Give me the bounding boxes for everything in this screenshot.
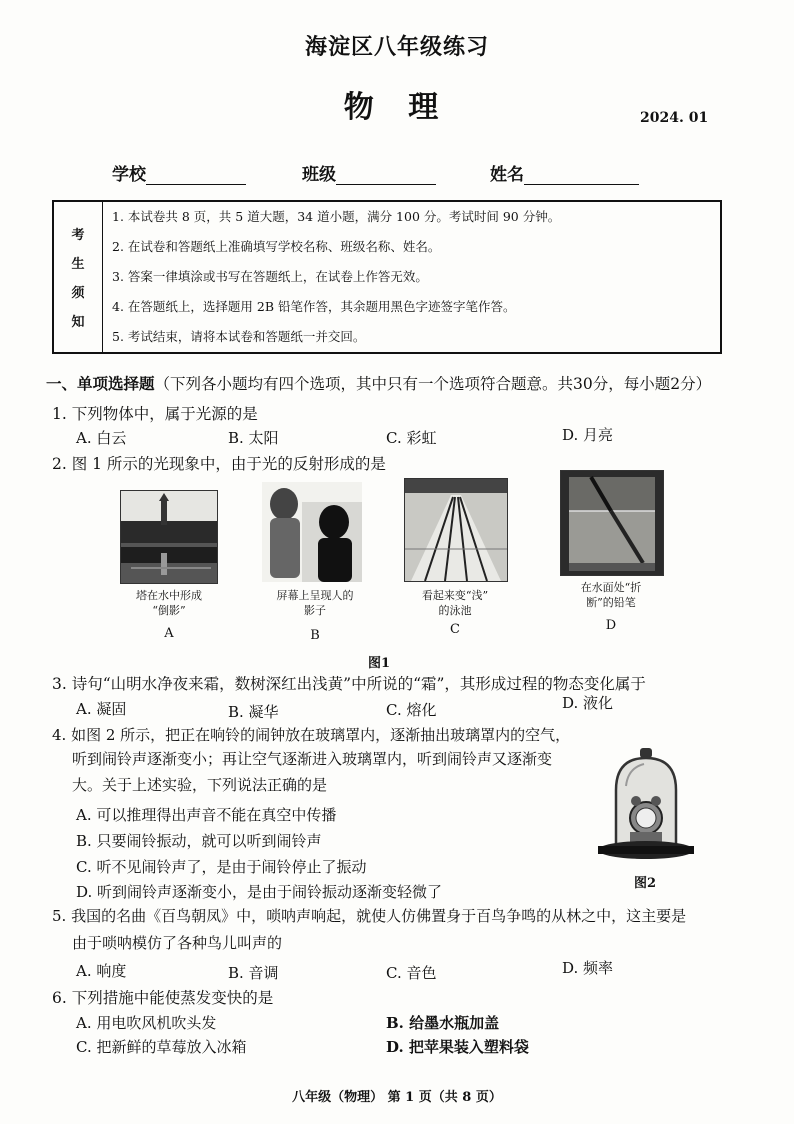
section-title: 一、单项选择题 [46,374,155,393]
figure-c-caption [400,588,510,618]
figure-b-caption [260,588,370,618]
figure-2-bell-jar [596,746,696,864]
q1-option-d[interactable]: D. 月亮 [562,426,614,444]
figure-b-caption-line: 屏幕上呈现人的 [276,589,354,602]
notice-item: 5. 考试结束，请将本试卷和答题纸一并交回。 [112,329,366,344]
q6-option-a[interactable]: A. 用电吹风机吹头发 [76,1014,217,1032]
figure-b-caption-line: 影子 [304,604,326,617]
section-desc: （下列各小题均有四个选项，其中只有一个选项符合题意。共30分，每小题2分） [154,375,712,393]
q4-stem-line: 4. 如图 2 所示，把正在响铃的闹钟放在玻璃罩内，逐渐抽出玻璃罩内的空气， [52,726,571,744]
page-footer: 八年级（物理） 第 1 页（共 8 页） [292,1090,502,1105]
notice-item: 4. 在答题纸上，选择题用 2B 铅笔作答，其余题用黑色字迹签字笔作答。 [112,299,516,314]
q1-option-b[interactable]: B. 太阳 [228,429,279,447]
q4-option-a[interactable]: A. 可以推理得出声音不能在真空中传播 [76,806,337,824]
figure-d-letter: D [605,618,617,633]
exam-title: 海淀区八年级练习 [304,34,489,60]
notice-label-char: 须 [71,286,85,301]
q5-option-d[interactable]: D. 频率 [562,959,614,977]
name-blank[interactable] [524,164,639,185]
q4-stem-line: 听到闹铃声逐渐变小；再让空气逐渐进入玻璃罩内，听到闹铃声又逐渐变 [72,750,553,768]
school-label: 学校 [112,165,146,185]
notice-label [54,202,103,352]
notice-items [102,202,720,352]
q1-option-c[interactable]: C. 彩虹 [386,429,437,447]
q6-option-b[interactable]: B. 给墨水瓶加盖 [386,1014,500,1032]
exam-notice-box [52,200,722,354]
q6-option-d[interactable]: D. 把苹果装入塑料袋 [386,1038,529,1056]
figure-a-caption-line: 塔在水中形成 [136,589,202,602]
section-heading [46,372,711,394]
class-label: 班级 [302,165,336,185]
q3-stem: 3. 诗句“山明水净夜来霜，数树深红出浅黄”中所说的“霜”，其形成过程的物态变化属于 [52,675,646,693]
q1-option-a[interactable]: A. 白云 [76,429,127,447]
figure-d-bent-pencil [560,470,664,576]
q3-option-b[interactable]: B. 凝华 [228,703,279,721]
q4-option-b[interactable]: B. 只要闹铃振动，就可以听到闹铃声 [76,832,322,850]
figure-a-caption [114,588,224,618]
q6-stem: 6. 下列措施中能使蒸发变快的是 [52,989,274,1007]
name-field [490,160,639,185]
figure-b-letter: B [310,628,320,643]
q3-option-d[interactable]: D. 液化 [562,694,614,712]
q5-option-a[interactable]: A. 响度 [76,962,127,980]
q2-stem: 2. 图 1 所示的光现象中，由于光的反射形成的是 [52,455,386,473]
class-blank[interactable] [336,164,436,185]
notice-item: 2. 在试卷和答题纸上准确填写学校名称、班级名称、姓名。 [112,239,441,254]
q5-option-c[interactable]: C. 音色 [386,964,437,982]
q5-stem-line: 由于唢呐模仿了各种鸟儿叫声的 [72,934,283,952]
q4-stem-line: 大。关于上述实验，下列说法正确的是 [72,776,328,794]
school-field [112,160,246,185]
q3-option-a[interactable]: A. 凝固 [76,700,127,718]
name-label: 姓名 [490,165,524,185]
q6-option-c[interactable]: C. 把新鲜的草莓放入冰箱 [76,1038,247,1056]
subject-title: 物 理 [343,90,451,125]
notice-label-char: 生 [71,257,85,272]
school-blank[interactable] [146,164,246,185]
notice-item: 3. 答案一律填涂或书写在答题纸上，在试卷上作答无效。 [112,269,428,284]
q4-option-c[interactable]: C. 听不见闹铃声了，是由于闹铃停止了振动 [76,858,367,876]
figure-c-caption-line: 的泳池 [438,604,472,617]
figure-2-label: 图2 [634,876,657,891]
notice-label-char: 考 [71,228,85,243]
figure-c-caption-line: 看起来变“浅” [421,589,489,602]
figure-d-caption-line: 在水面处“折 [580,581,642,594]
notice-label-char: 知 [71,315,85,330]
figure-c-letter: C [450,622,460,637]
figure-a-caption-line: “倒影” [152,604,186,617]
figure-1-label: 图1 [368,656,391,671]
figure-d-caption [556,580,666,610]
figure-b-shadow [262,482,362,582]
q3-option-c[interactable]: C. 熔化 [386,701,437,719]
q5-stem-line: 5. 我国的名曲《百鸟朝凤》中，唢呐声响起，就使人仿佛置身于百鸟争鸣的从林之中，这主要是 [52,907,687,925]
figure-a-letter: A [164,626,174,641]
exam-date: 2024. 01 [640,110,709,126]
figure-a-tower-reflection [120,490,218,584]
class-field [302,160,436,185]
notice-item: 1. 本试卷共 8 页，共 5 道大题，34 道小题，满分 100 分。考试时间 90 分钟。 [112,209,561,224]
figure-c-pool [404,478,508,582]
q5-option-b[interactable]: B. 音调 [228,964,279,982]
q1-stem: 1. 下列物体中，属于光源的是 [52,405,258,423]
figure-d-caption-line: 断”的铅笔 [586,596,636,609]
q4-option-d[interactable]: D. 听到闹铃声逐渐变小，是由于闹铃振动逐渐变轻微了 [76,883,443,901]
